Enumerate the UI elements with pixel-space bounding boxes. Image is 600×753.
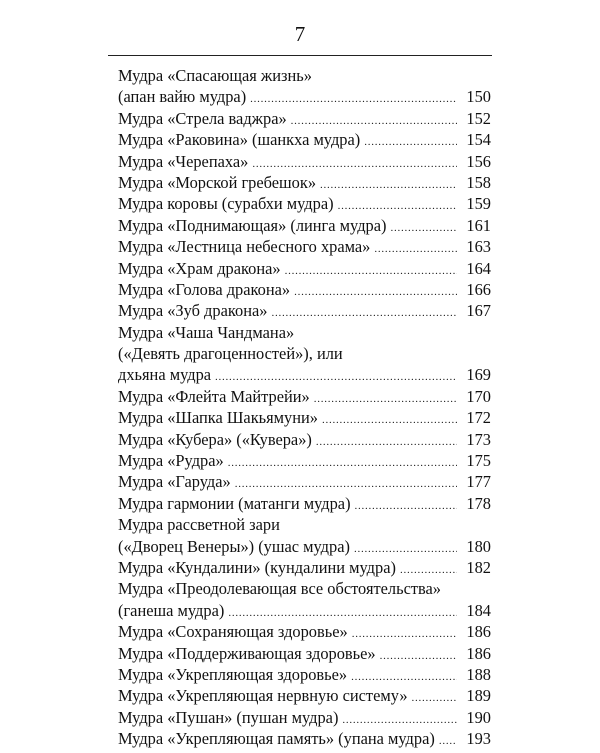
toc-entry-title: Мудра «Укрепляющая память» (упана мудра) xyxy=(118,729,435,749)
dot-leader xyxy=(364,132,457,153)
toc-entry-line xyxy=(118,643,491,664)
toc-entry-title: Мудра «Укрепляющая здоровье» xyxy=(118,664,348,684)
toc-entry-page: 186 xyxy=(466,643,491,663)
toc-entry-title: Мудра «Гаруда» xyxy=(118,472,231,492)
toc-entry-line xyxy=(118,621,491,642)
dot-leader xyxy=(316,432,457,453)
toc-entry-line xyxy=(118,450,491,471)
toc-entry-line xyxy=(118,279,491,300)
toc-entry-line xyxy=(118,557,491,578)
toc-entry-line xyxy=(118,343,491,364)
toc-entry-title: Мудра «Морской гребешок» xyxy=(118,172,317,192)
toc-entry-page: 161 xyxy=(466,215,491,235)
toc-entry-page: 163 xyxy=(466,237,491,257)
toc-entry-line xyxy=(118,129,491,150)
toc-entry-page: 159 xyxy=(466,194,491,214)
toc-entry-line xyxy=(118,172,491,193)
toc-entry-line xyxy=(118,258,491,279)
toc-entry xyxy=(118,471,491,492)
toc-entry-title: дхьяна мудра xyxy=(118,365,212,385)
toc-entry-line xyxy=(118,407,491,428)
toc-entry-line xyxy=(118,664,491,685)
toc-entry xyxy=(118,236,491,257)
toc-entry-title: Мудра «Спасающая жизнь» xyxy=(118,66,312,85)
toc-entry xyxy=(118,129,491,150)
toc-entry-line xyxy=(118,65,491,86)
toc-entry-page: 189 xyxy=(466,686,491,706)
toc-entry-page: 172 xyxy=(466,408,491,428)
toc-entry-title: (апан вайю мудра) xyxy=(118,87,247,107)
dot-leader xyxy=(320,175,457,196)
toc-entry-line xyxy=(118,471,491,492)
toc-entry-page: 175 xyxy=(466,451,491,471)
toc-entry-page: 190 xyxy=(466,707,491,727)
toc-entry-title: Мудра «Чаша Чандмана» xyxy=(118,322,295,342)
dot-leader xyxy=(412,688,457,709)
toc-entry-title: Мудра «Пушан» (пушан мудра) xyxy=(118,707,339,727)
toc-entry-page: 167 xyxy=(466,301,491,321)
toc-entry-line xyxy=(118,236,491,257)
toc-entry-title: Мудра «Поднимающая» (линга мудра) xyxy=(118,215,387,235)
toc-entry xyxy=(118,279,491,300)
toc-entry-title: Мудра «Лестница небесного храма» xyxy=(118,237,371,257)
toc-entry-title: Мудра «Черепаха» xyxy=(118,151,249,171)
toc-entry-title: Мудра «Шапка Шакьямуни» xyxy=(118,408,318,428)
toc-entry-page: 178 xyxy=(466,493,491,513)
header-rule xyxy=(108,55,492,56)
toc-entry-title: Мудра «Стрела ваджра» xyxy=(118,108,287,128)
toc-entry-line xyxy=(118,514,491,535)
toc-entry-title: («Девять драгоценностей»), или xyxy=(118,344,343,364)
toc-entry-page: 152 xyxy=(466,108,491,128)
toc-entry xyxy=(118,664,491,685)
toc-entry-line xyxy=(118,364,491,385)
toc-entry-page: 150 xyxy=(466,87,491,107)
toc-entry-line xyxy=(118,151,491,172)
dot-leader xyxy=(390,218,457,239)
toc-entry xyxy=(118,215,491,236)
toc-entry-page: 156 xyxy=(466,151,491,171)
toc-entry-title: («Дворец Венеры») (ушас мудра) xyxy=(118,536,350,556)
toc-entry-page: 158 xyxy=(466,172,491,192)
toc-entry-page: 166 xyxy=(466,279,491,299)
toc-entry-line xyxy=(118,386,491,407)
toc-entry xyxy=(118,193,491,214)
dot-leader xyxy=(314,389,457,410)
toc-entry xyxy=(118,429,491,450)
toc-entry-page: 193 xyxy=(466,729,491,749)
dot-leader xyxy=(294,282,457,303)
toc-entry-title: Мудра «Кундалини» (кундалини мудра) xyxy=(118,557,396,577)
toc-entry-title: Мудра «Флейта Майтрейи» xyxy=(118,386,310,406)
toc-entry xyxy=(118,578,491,621)
toc-entry-page: 154 xyxy=(466,130,491,150)
toc-entry-page: 184 xyxy=(466,600,491,620)
toc-entry-page: 177 xyxy=(466,472,491,492)
toc-entry-title: Мудра «Зуб дракона» xyxy=(118,301,268,321)
toc-entry xyxy=(118,172,491,193)
toc-entry-line xyxy=(118,108,491,129)
toc-entry-line xyxy=(118,300,491,321)
toc-entry xyxy=(118,728,491,749)
toc-entry-page: 180 xyxy=(466,536,491,556)
dot-leader xyxy=(271,303,457,324)
toc-entry xyxy=(118,108,491,129)
toc-entry xyxy=(118,300,491,321)
toc-entry-page: 188 xyxy=(466,664,491,684)
toc-entry-title: Мудра «Укрепляющая нервную систему» xyxy=(118,686,408,706)
toc-entry-page: 169 xyxy=(466,365,491,385)
toc-entry-title: Мудра «Храм дракона» xyxy=(118,258,281,278)
toc-entry xyxy=(118,450,491,471)
dot-leader xyxy=(322,410,457,431)
toc-entry-title: Мудра рассветной зари xyxy=(118,515,280,535)
toc-entry-line xyxy=(118,193,491,214)
toc-entry xyxy=(118,514,491,557)
toc-entry-title: Мудра «Голова дракона» xyxy=(118,279,291,299)
toc-entry-page: 186 xyxy=(466,622,491,642)
toc-entry-line xyxy=(118,600,491,621)
toc-entry xyxy=(118,65,491,108)
toc-entry-line xyxy=(118,429,491,450)
toc-entry xyxy=(118,258,491,279)
dot-leader xyxy=(285,261,457,282)
dot-leader xyxy=(380,646,457,667)
toc-entry xyxy=(118,407,491,428)
toc-entry-page: 170 xyxy=(466,386,491,406)
toc-entry-page: 182 xyxy=(466,557,491,577)
dot-leader xyxy=(374,239,457,260)
toc-entry-title: Мудра «Сохраняющая здоровье» xyxy=(118,622,348,642)
toc-entry xyxy=(118,493,491,514)
toc-entry-page: 164 xyxy=(466,258,491,278)
toc-entry-line xyxy=(118,536,491,557)
dot-leader xyxy=(228,453,457,474)
toc-entry-line xyxy=(118,322,491,343)
toc-entry-line xyxy=(118,578,491,599)
table-of-contents xyxy=(118,65,491,750)
page-number: 7 xyxy=(294,22,306,46)
toc-entry-title: Мудра «Поддерживающая здоровье» xyxy=(118,643,376,663)
toc-entry-page: 173 xyxy=(466,429,491,449)
toc-entry-line xyxy=(118,707,491,728)
toc-entry xyxy=(118,151,491,172)
dot-leader xyxy=(439,731,457,752)
toc-entry xyxy=(118,322,491,386)
toc-entry-line xyxy=(118,685,491,706)
toc-entry-title: Мудра «Рудра» xyxy=(118,451,224,471)
toc-entry xyxy=(118,685,491,706)
toc-entry-line xyxy=(118,86,491,107)
toc-entry-line xyxy=(118,215,491,236)
toc-entry xyxy=(118,386,491,407)
toc-entry-title: Мудра «Преодолевающая все обстоятельства» xyxy=(118,579,442,599)
toc-entry-line xyxy=(118,493,491,514)
toc-entry-line xyxy=(118,728,491,749)
toc-entry xyxy=(118,643,491,664)
toc-entry-title: Мудра «Раковина» (шанкха мудра) xyxy=(118,130,361,150)
toc-entry-title: Мудра гармонии (матанги мудра) xyxy=(118,493,351,513)
toc-entry xyxy=(118,557,491,578)
toc-entry-title: Мудра «Кубера» («Кувера») xyxy=(118,429,312,449)
toc-entry-title: Мудра коровы (сурабхи мудра) xyxy=(118,194,334,214)
toc-entry-title: (ганеша мудра) xyxy=(118,600,225,620)
dot-leader xyxy=(355,496,457,517)
toc-entry xyxy=(118,707,491,728)
toc-entry xyxy=(118,621,491,642)
